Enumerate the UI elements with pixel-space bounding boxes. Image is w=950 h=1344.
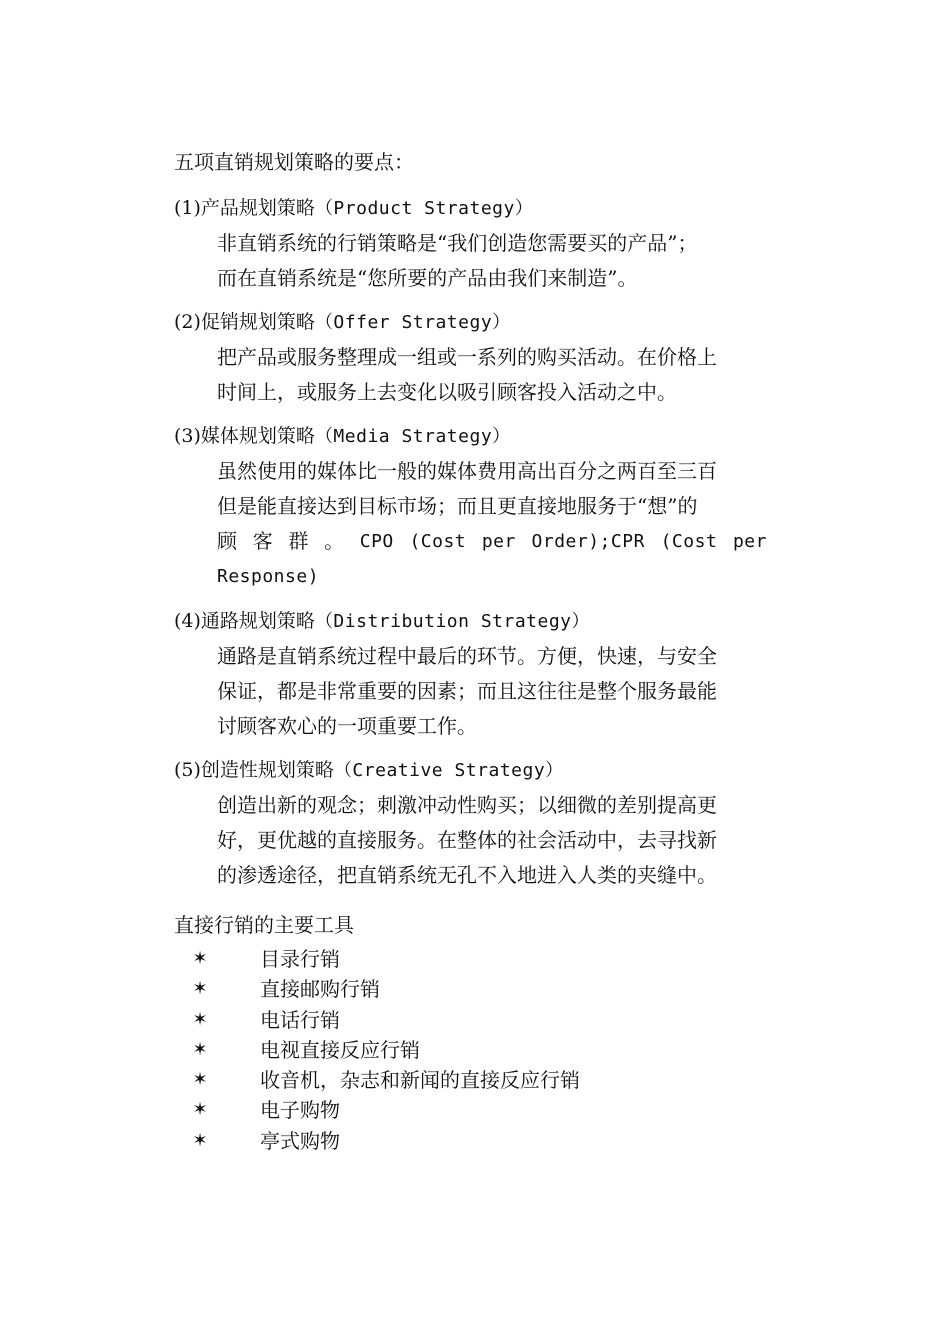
- star-bullet-icon: ✶: [192, 1069, 208, 1091]
- body-line: 好，更优越的直接服务。在整体的社会活动中，去寻找新: [217, 828, 717, 852]
- body-line: 而在直销系统是“您所要的产品由我们来制造”。: [217, 266, 638, 290]
- list-item-label: 电视直接反应行销: [260, 1037, 420, 1062]
- spread-token: CPO: [359, 531, 394, 552]
- section-title-cn: 促销规划策略: [200, 311, 315, 333]
- section-title-media: [174, 423, 511, 450]
- spread-token: 顾: [217, 529, 237, 553]
- section-title-distribution: [174, 608, 590, 635]
- section-body-media: [217, 454, 767, 594]
- page-title: 五项直销规划策略的要点：: [174, 150, 414, 174]
- star-bullet-icon: ✶: [192, 1008, 208, 1030]
- section-body-distribution: [217, 639, 767, 744]
- spread-token: (Cost: [409, 531, 467, 552]
- body-line: 但是能直接达到目标市场；而且更直接地服务于“想”的: [217, 494, 698, 518]
- spread-token: 。: [324, 529, 345, 553]
- list-item-label: 收音机，杂志和新闻的直接反应行销: [260, 1068, 580, 1093]
- body-line: 时间上，或服务上去变化以吸引顾客投入活动之中。: [217, 380, 677, 404]
- section-title-offer: [174, 309, 511, 336]
- section-number: (3): [174, 425, 201, 447]
- list-item-label: 亭式购物: [260, 1128, 340, 1153]
- list-item-label: 直接邮购行销: [260, 977, 380, 1002]
- spread-token: (Cost: [660, 531, 718, 552]
- list-item-label: 电子购物: [260, 1098, 340, 1123]
- spread-token: per: [732, 531, 767, 552]
- section-title-cn: 媒体规划策略: [200, 425, 315, 447]
- body-line: 保证，都是非常重要的因素；而且这往往是整个服务最能: [217, 679, 717, 703]
- body-line: 创造出新的观念；刺激冲动性购买；以细微的差别提高更: [217, 793, 717, 817]
- star-bullet-icon: ✶: [192, 978, 208, 1000]
- section-title-cn: 通路规划策略: [200, 610, 315, 632]
- body-line: 的渗透途径，把直销系统无孔不入地进入人类的夹缝中。: [217, 863, 717, 887]
- spread-token: 群: [288, 529, 309, 553]
- list-item-label: 电话行销: [260, 1007, 340, 1032]
- section-number: (4): [174, 610, 201, 632]
- list-item-label: 目录行销: [260, 947, 340, 971]
- body-line: 讨顾客欢心的一项重要工作。: [217, 714, 477, 738]
- star-bullet-icon: ✶: [192, 1038, 208, 1060]
- section-number: (1): [174, 197, 201, 219]
- star-bullet-icon: ✶: [192, 1099, 208, 1121]
- body-line-spread: [217, 524, 767, 559]
- section-body-offer: [217, 340, 767, 410]
- body-line: 把产品或服务整理成一组或一系列的购买活动。在价格上: [217, 345, 717, 369]
- section-title-creative: [174, 757, 564, 784]
- section-body-creative: [217, 788, 767, 893]
- body-line: 虽然使用的媒体比一般的媒体费用高出百分之两百至三百: [217, 459, 717, 483]
- section-number: (5): [174, 759, 201, 781]
- star-bullet-icon: ✶: [192, 1129, 208, 1151]
- body-line: 通路是直销系统过程中最后的环节。方便，快速，与安全: [217, 644, 717, 668]
- section-number: (2): [174, 311, 201, 333]
- section-title-en: （Distribution Strategy）: [314, 611, 591, 632]
- spread-token: Order);CPR: [531, 531, 645, 552]
- body-line: Response): [217, 566, 320, 587]
- section-title-en: （Media Strategy）: [314, 426, 511, 447]
- spread-token: 客: [252, 529, 273, 553]
- star-bullet-icon: ✶: [192, 948, 208, 969]
- section-title-en: （Creative Strategy）: [333, 760, 564, 781]
- section-title-cn: 产品规划策略: [200, 197, 315, 219]
- section-title-product: [174, 195, 533, 222]
- section-title-en: （Product Strategy）: [314, 198, 534, 219]
- section-title-cn: 创造性规划策略: [200, 759, 334, 781]
- spread-token: per: [481, 531, 516, 552]
- section-title-en: （Offer Strategy）: [314, 312, 511, 333]
- tools-heading: 直接行销的主要工具: [174, 913, 354, 937]
- body-line: 非直销系统的行销策略是“我们创造您需要买的产品”；: [217, 231, 698, 255]
- section-body-product: [217, 226, 767, 296]
